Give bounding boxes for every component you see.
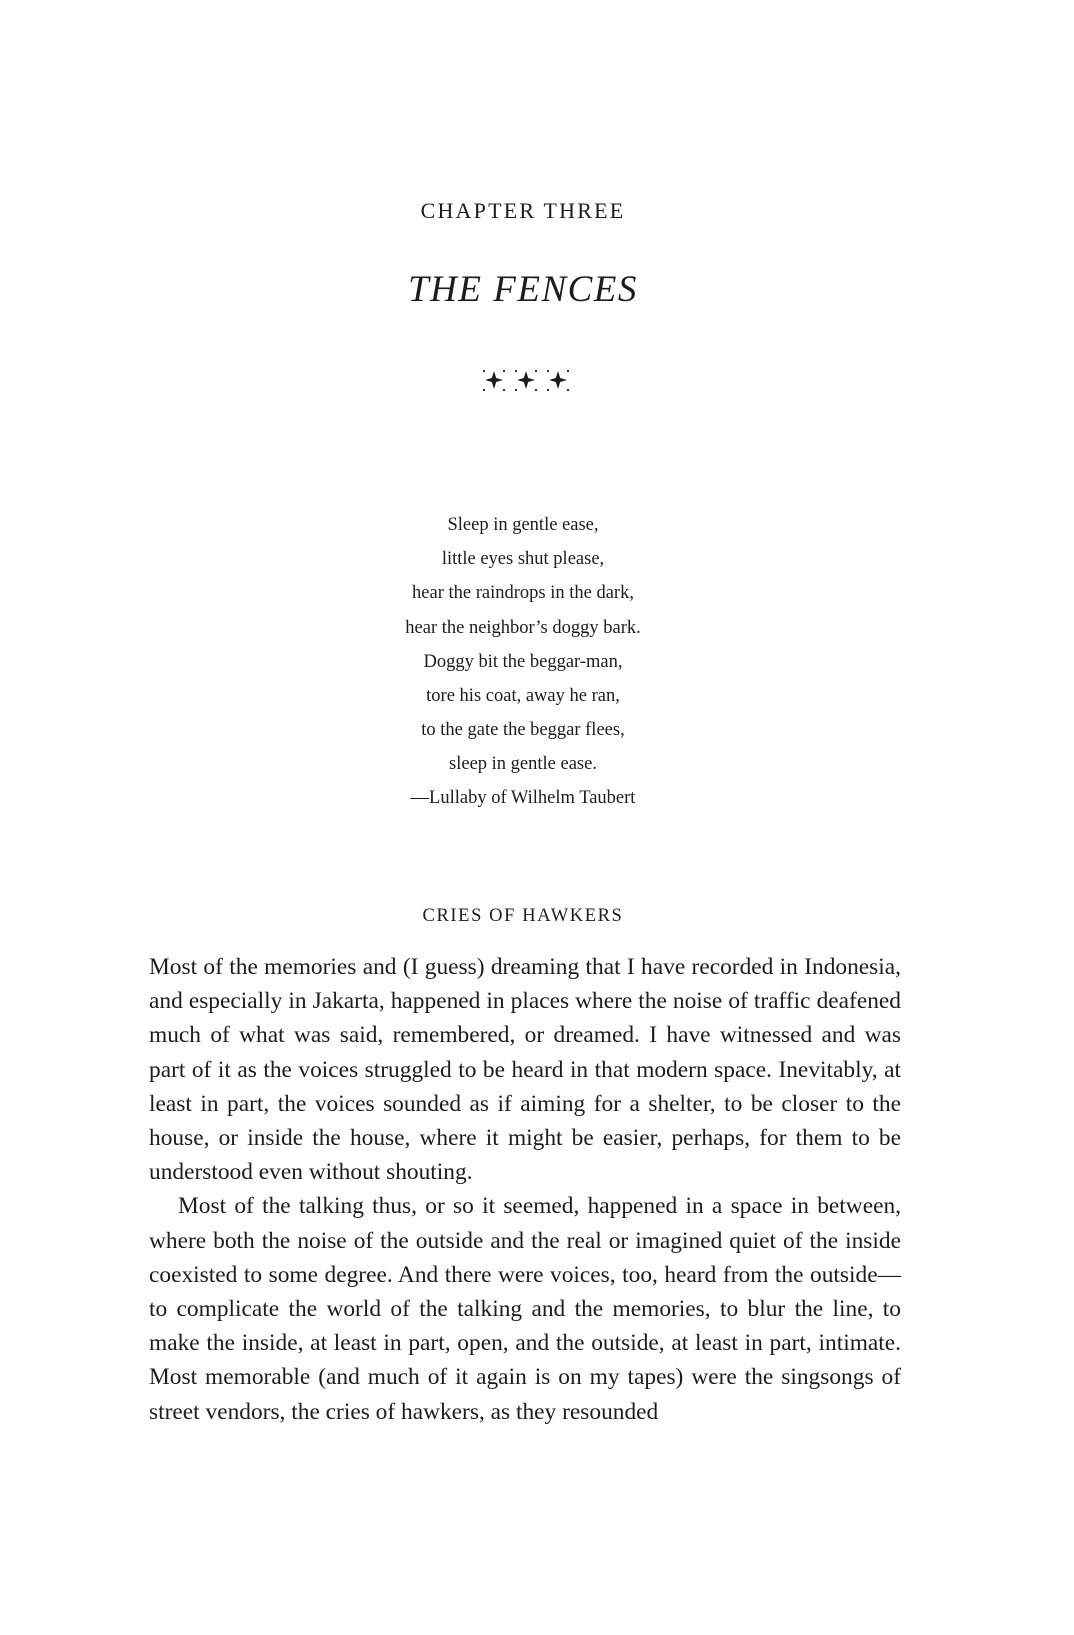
body-text [149, 950, 901, 1429]
chapter-label: CHAPTER THREE [420, 198, 626, 223]
body-paragraph: Most of the memories and (I guess) dreaming that I have recorded in Indonesia, and especially in Jakarta, happened in places where the noise of traffic deafened much of what was said, remembered, or dreamed. I have witnessed and was part of it as the voices struggled to be heard in that modern space. Inevitably, at least in part, the voices sounded as if aiming for a shelter, to be closer to the house, or inside the house, where it might be easier, perhaps, for them to be understood even without shouting. [149, 954, 901, 1186]
epigraph-line: hear the raindrops in the dark, [412, 583, 634, 604]
epigraph-attribution: —Lullaby of Wilhelm Taubert [410, 788, 636, 808]
epigraph-line: Sleep in gentle ease, [447, 515, 599, 535]
epigraph [0, 508, 1046, 782]
body-paragraph: Most of the talking thus, or so it seemed, happened in a space in between, where both the noise of the outside and the real or imagined quiet of the inside coexisted to some degree. And there were voices, too, heard from the outside—to complicate the world of the talking and the memories, to blur the line, to make the inside, at least in part, open, and the outside, at least in part, intimate. Most memorable (and much of it again is on my tapes) were the singsongs of street vendors, the cries of hawkers, as they resounded [149, 1193, 901, 1425]
chapter-title: THE FENCES [408, 269, 638, 310]
epigraph-line: Doggy bit the beggar-man, [423, 651, 623, 672]
three-star-ornament-icon [478, 364, 574, 396]
epigraph-line: to the gate the beggar flees, [421, 720, 625, 741]
epigraph-line: little eyes shut please, [441, 549, 605, 570]
section-heading: CRIES OF HAWKERS [422, 906, 624, 926]
epigraph-line: hear the neighbor’s doggy bark. [405, 617, 641, 638]
epigraph-line: sleep in gentle ease. [449, 754, 597, 775]
epigraph-line: tore his coat, away he ran, [426, 686, 620, 707]
